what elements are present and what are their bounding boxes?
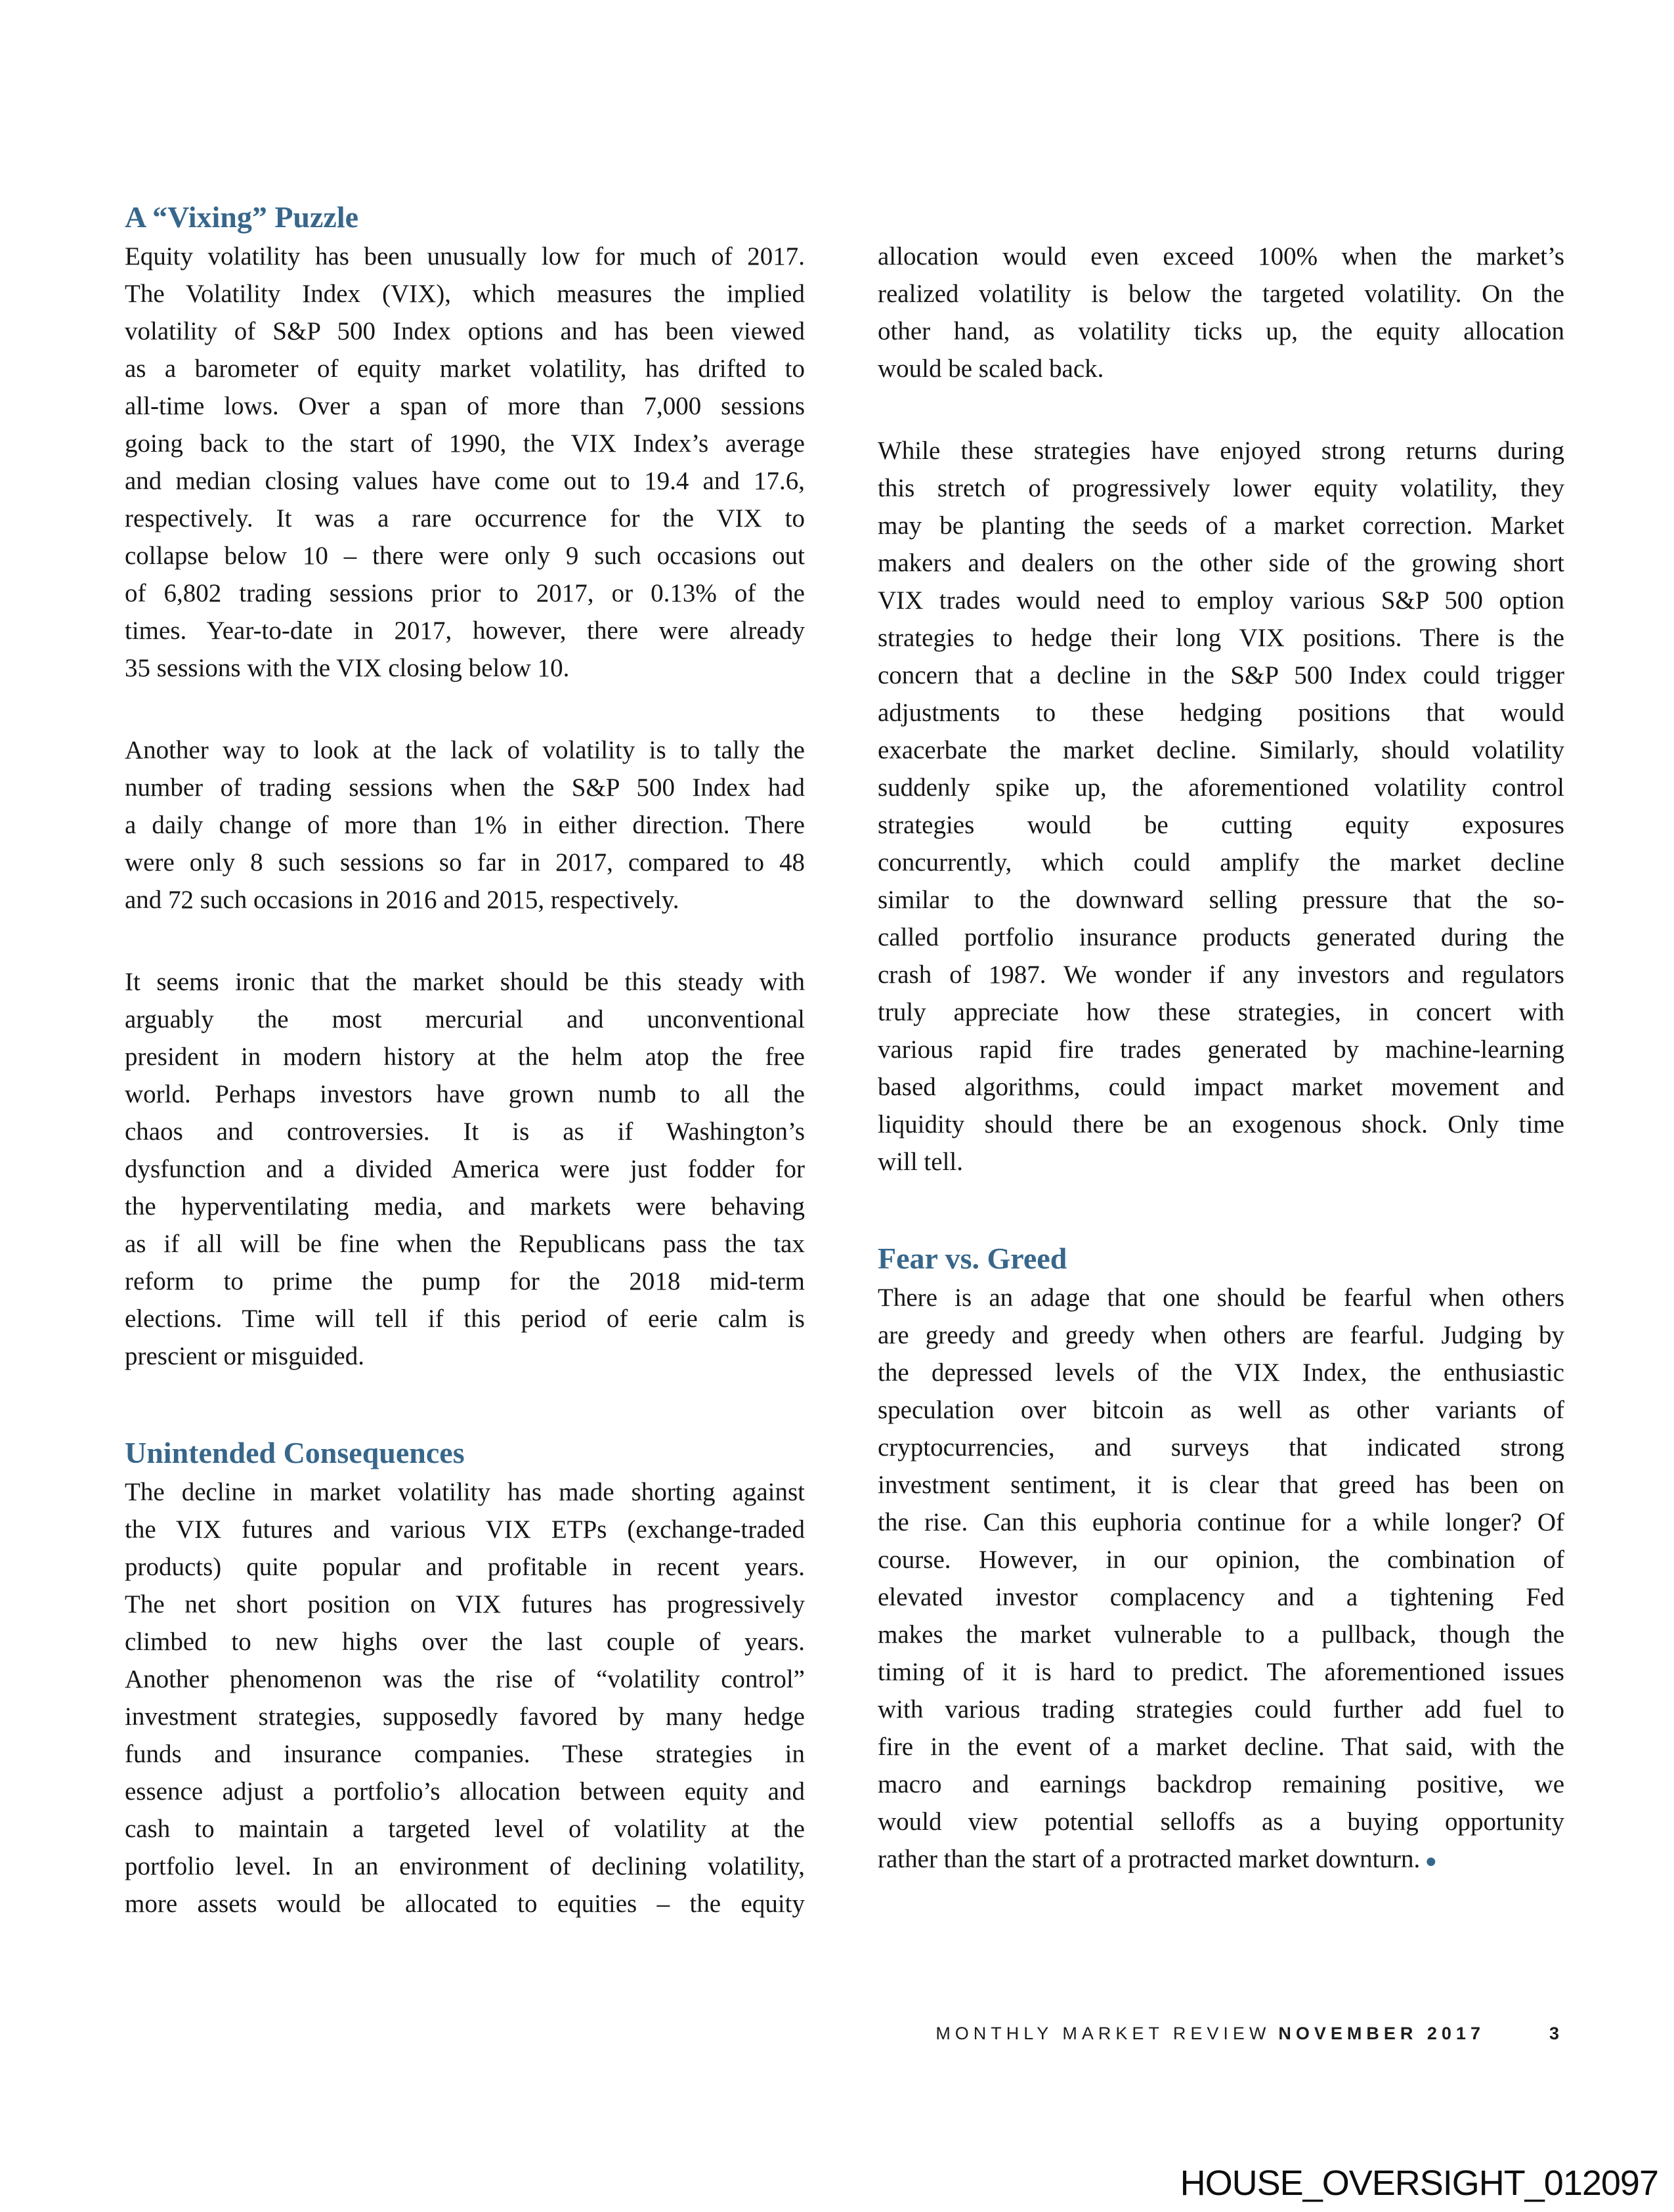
paragraph <box>125 963 805 1375</box>
footer-review-label: MONTHLY MARKET REVIEW <box>935 2024 1271 2043</box>
text-line: cash to maintain a targeted level of volatility at the <box>125 1815 805 1843</box>
text-line: climbed to new highs over the last couple of years. <box>125 1628 805 1656</box>
text-line: with various trading strategies could further add fuel to <box>878 1695 1564 1724</box>
text-line: respectively. It was a rare occurrence for the VIX to <box>125 504 805 532</box>
text-line: strategies to hedge their long VIX positions. There is the <box>878 624 1564 652</box>
text-line: liquidity should there be an exogenous shock. Only time <box>878 1110 1564 1139</box>
text-line: concern that a decline in the S&P 500 Index could trigger <box>878 661 1564 689</box>
text-line: course. However, in our opinion, the combination of <box>878 1546 1564 1574</box>
text-line: There is an adage that one should be fearful when others <box>878 1284 1564 1312</box>
text-line: 35 sessions with the VIX closing below 10. <box>125 654 570 682</box>
text-line: macro and earnings backdrop remaining positive, we <box>878 1770 1564 1798</box>
text-line: based algorithms, could impact market movement and <box>878 1073 1564 1101</box>
text-line: and 72 such occasions in 2016 and 2015, respectively. <box>125 886 679 914</box>
bates-stamp: HOUSE_OVERSIGHT_012097 <box>1180 2163 1658 2203</box>
text-line: collapse below 10 – there were only 9 such occasions out <box>125 542 805 570</box>
right-column <box>878 238 1564 1878</box>
paragraph <box>125 731 805 919</box>
text-line: the VIX futures and various VIX ETPs (exchange-traded <box>125 1515 805 1544</box>
text-line: allocation would even exceed 100% when the market’s <box>878 242 1564 271</box>
text-line: more assets would be allocated to equities – the equity <box>125 1890 805 1918</box>
fear-vs-greed-heading: Fear vs. Greed <box>878 1242 1067 1275</box>
text-line: elections. Time will tell if this period of eerie calm is <box>125 1305 805 1333</box>
text-line: It seems ironic that the market should be this steady with <box>125 968 805 996</box>
text-line: adjustments to these hedging positions that would <box>878 699 1564 727</box>
text-line: world. Perhaps investors have grown numb to all the <box>125 1080 805 1108</box>
footer-issue-date: NOVEMBER 2017 <box>1278 2024 1485 2043</box>
paragraph <box>878 432 1564 1181</box>
text-line: suddenly spike up, the aforementioned volatility control <box>878 773 1564 802</box>
text-line: this stretch of progressively lower equity volatility, they <box>878 474 1564 502</box>
text-line: fire in the event of a market decline. That said, with the <box>878 1733 1564 1761</box>
paragraph <box>125 238 805 687</box>
footer-page-number: 3 <box>1549 2024 1564 2043</box>
text-line: would be scaled back. <box>878 355 1104 383</box>
text-line: makers and dealers on the other side of the growing short <box>878 549 1564 577</box>
text-line: are greedy and greedy when others are fearful. Judging by <box>878 1321 1564 1349</box>
text-line: were only 8 such sessions so far in 2017, compared to 48 <box>125 848 805 877</box>
text-line: investment strategies, supposedly favored by many hedge <box>125 1702 805 1731</box>
text-line: will tell. <box>878 1148 963 1176</box>
text-line: prescient or misguided. <box>125 1342 364 1370</box>
text-line: funds and insurance companies. These strategies in <box>125 1740 805 1768</box>
text-line: investment sentiment, it is clear that greed has been on <box>878 1471 1564 1499</box>
vixing-puzzle-heading: A “Vixing” Puzzle <box>125 200 359 234</box>
text-line: the depressed levels of the VIX Index, the enthusiastic <box>878 1358 1564 1387</box>
text-line: times. Year-to-date in 2017, however, there were already <box>125 617 805 645</box>
text-line: similar to the downward selling pressure that the so- <box>878 886 1564 914</box>
text-line: reform to prime the pump for the 2018 mid-term <box>125 1267 805 1295</box>
text-line: VIX trades would need to employ various S&P 500 option <box>878 586 1564 615</box>
text-line: The Volatility Index (VIX), which measures the implied <box>125 280 805 308</box>
text-line: cryptocurrencies, and surveys that indicated strong <box>878 1433 1564 1462</box>
text-line: The decline in market volatility has made shorting against <box>125 1478 805 1506</box>
text-line: various rapid fire trades generated by machine-learning <box>878 1035 1564 1064</box>
text-line: products) quite popular and profitable in recent years. <box>125 1553 805 1581</box>
text-line: a daily change of more than 1% in either direction. There <box>125 811 805 839</box>
text-line: may be planting the seeds of a market correction. Market <box>878 511 1564 540</box>
text-line: truly appreciate how these strategies, in concert with <box>878 998 1564 1026</box>
text-line: the hyperventilating media, and markets were behaving <box>125 1192 805 1221</box>
text-line: volatility of S&P 500 Index options and has been viewed <box>125 317 805 345</box>
text-line: the rise. Can this euphoria continue for a while longer? Of <box>878 1508 1564 1536</box>
unintended-consequences-heading: Unintended Consequences <box>125 1436 465 1469</box>
text-line: would view potential selloffs as a buying opportunity <box>878 1808 1564 1836</box>
text-line: essence adjust a portfolio’s allocation between equity and <box>125 1777 805 1806</box>
text-line: portfolio level. In an environment of declining volatility, <box>125 1852 805 1880</box>
text-line: Another phenomenon was the rise of “volatility control” <box>125 1665 805 1693</box>
text-line: The net short position on VIX futures has progressively <box>125 1590 805 1618</box>
end-of-article-bullet: ● <box>1420 1850 1437 1872</box>
paragraph <box>125 1473 805 1922</box>
text-line: arguably the most mercurial and unconventional <box>125 1005 805 1033</box>
text-line: president in modern history at the helm atop the free <box>125 1043 805 1071</box>
text-line: other hand, as volatility ticks up, the equity allocation <box>878 317 1564 345</box>
text-line: concurrently, which could amplify the market decline <box>878 848 1564 877</box>
page-footer <box>125 2024 1564 2044</box>
text-line: Equity volatility has been unusually low for much of 2017. <box>125 242 805 271</box>
paragraph <box>878 238 1564 387</box>
text-line: crash of 1987. We wonder if any investors and regulators <box>878 961 1564 989</box>
text-line: makes the market vulnerable to a pullback, though the <box>878 1620 1564 1649</box>
text-line: timing of it is hard to predict. The aforementioned issues <box>878 1658 1564 1686</box>
text-line: and median closing values have come out to 19.4 and 17.6, <box>125 467 805 495</box>
text-line: as a barometer of equity market volatility, has drifted to <box>125 355 805 383</box>
text-line: dysfunction and a divided America were just fodder for <box>125 1155 805 1183</box>
text-line: number of trading sessions when the S&P 500 Index had <box>125 773 805 802</box>
text-line: rather than the start of a protracted market downturn. ● <box>878 1845 1437 1873</box>
text-line: Another way to look at the lack of volatility is to tally the <box>125 736 805 764</box>
text-line: chaos and controversies. It is as if Washington’s <box>125 1117 805 1146</box>
text-line: elevated investor complacency and a tightening Fed <box>878 1583 1564 1611</box>
text-line: all-time lows. Over a span of more than 7,000 sessions <box>125 392 805 420</box>
text-line: called portfolio insurance products generated during the <box>878 923 1564 951</box>
text-line: as if all will be fine when the Republicans pass the tax <box>125 1230 805 1258</box>
text-line: going back to the start of 1990, the VIX Index’s average <box>125 429 805 458</box>
text-line: speculation over bitcoin as well as other variants of <box>878 1396 1564 1424</box>
text-line: of 6,802 trading sessions prior to 2017, or 0.13% of the <box>125 579 805 607</box>
text-line: realized volatility is below the targeted volatility. On the <box>878 280 1564 308</box>
paragraph <box>878 1279 1564 1878</box>
left-column <box>125 197 805 1922</box>
text-line: exacerbate the market decline. Similarly, should volatility <box>878 736 1564 764</box>
text-line: While these strategies have enjoyed strong returns during <box>878 437 1564 465</box>
text-line: strategies would be cutting equity exposures <box>878 811 1564 839</box>
